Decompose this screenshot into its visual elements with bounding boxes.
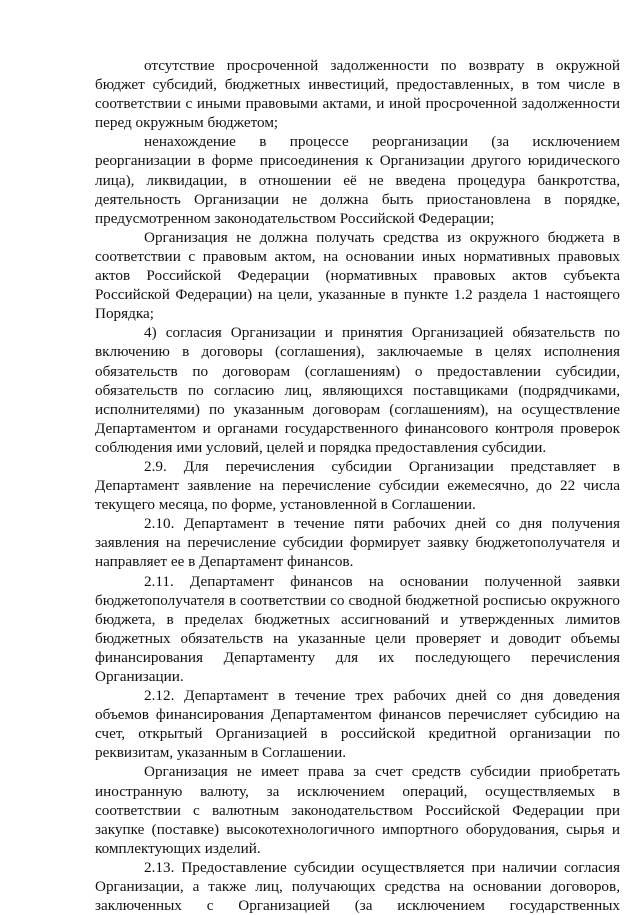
paragraph-2-10: 2.10. Департамент в течение пяти рабочих дней со дня получения заявления на перечисление субсидии формирует заявку бюджетополучателя и направляет ее в Департамент финансов. xyxy=(95,515,620,571)
document-page xyxy=(95,56,620,915)
paragraph-no-other-funds: Организация не должна получать средства из окружного бюджета в соответствии с правовым актом, на основании иных нормативных правовых актов Российской Федерации (нормативных правовых актов субъекта Российской Федерации) на цели, указанные в пункте 1.2 раздела 1 настоящего Порядка; xyxy=(95,228,620,323)
paragraph-arrears: отсутствие просроченной задолженности по возврату в окружной бюджет субсидий, бюджетных инвестиций, предоставленных, в том числе в соответствии с иными правовыми актами, и иной просроченной задолженности перед окружным бюджетом; xyxy=(95,57,620,132)
paragraph-2-9: 2.9. Для перечисления субсидии Организации представляет в Департамент заявление на перечисление субсидии ежемесячно, до 22 числа текущего месяца, по форме, установленной в Соглашении. xyxy=(95,457,620,514)
paragraph-reorganization: ненахождение в процессе реорганизации (за исключением реорганизации в форме присоединения к Организации другого юридического лица), ликвидации, в отношении её не введена процедура банкротства, деятельность Организации не должна быть приостановлена в порядке, предусмотренном законодательством Российской Федерации; xyxy=(95,133,620,227)
paragraph-consent-4: 4) согласия Организации и принятия Организацией обязательств по включению в договоры (соглашения), заключаемые в целях исполнения обязательств по договорам (соглашениям) о предоставлении субсидии, обязательств по согласию лиц, являющихся поставщиками (подрядчиками, исполнителями) по указанным договорам (соглашениям), на осуществление Департаментом и органами государственного финансового контроля проверок соблюдения ими условий, целей и порядка предоставления субсидии. xyxy=(95,324,620,456)
paragraph-2-13: 2.13. Предоставление субсидии осуществляется при наличии согласия Организации, а также лиц, получающих средства на основании договоров, заключенных с Организацией (за исключением государственных xyxy=(95,858,620,915)
paragraph-currency: Организация не имеет права за счет средств субсидии приобретать иностранную валюту, за исключением операций, осуществляемых в соответствии с валютным законодательством Российской Федерации при закупке (поставке) высокотехнологичного импортного оборудования, сырья и комплектующих изделий. xyxy=(95,763,620,857)
paragraph-2-11: 2.11. Департамент финансов на основании полученной заявки бюджетополучателя в соответствии со сводной бюджетной росписью окружного бюджета, в пределах бюджетных ассигнований и утвержденных лимитов бюджетных обязательств на указанные цели проверяет и доводит объемы финансирования Департаменту для их последующего перечисления Организации. xyxy=(95,572,620,685)
paragraph-2-12: 2.12. Департамент в течение трех рабочих дней со дня доведения объемов финансирования Департаментом финансов перечисляет субсидию на счет, открытый Организацией в российской кредитной организации по реквизитам, указанным в Соглашении. xyxy=(95,687,620,762)
